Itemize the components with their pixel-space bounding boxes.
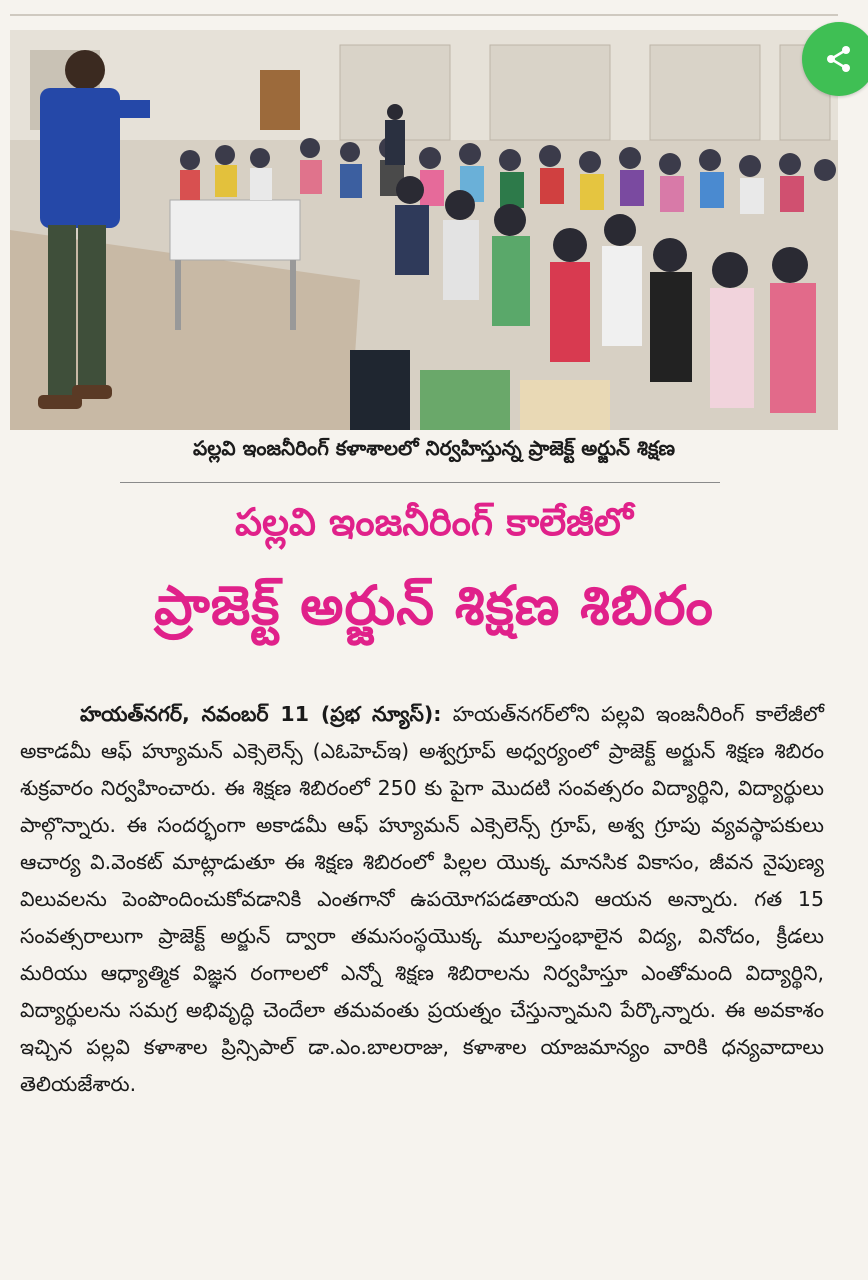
dateline: హయత్‌నగర్, నవంబర్ 11 (ప్రభ న్యూస్): [80, 702, 442, 726]
photo-caption: పల్లవి ఇంజనీరింగ్ కళాశాలలో నిర్వహిస్తున్న ప్రాజెక్ట్ అర్జున్ శిక్షణ [193, 436, 675, 460]
article-body [20, 696, 824, 1103]
headline: ప్రాజెక్ట్ అర్జున్ శిక్షణ శిబిరం [154, 574, 714, 637]
top-divider [10, 14, 838, 16]
news-photo [10, 30, 838, 430]
caption-divider [120, 482, 720, 483]
subheadline: పల్లవి ఇంజనీరింగ్ కాలేజీలో [234, 500, 634, 544]
share-icon [824, 44, 854, 74]
article-paragraph [20, 696, 824, 1103]
share-button[interactable] [802, 22, 868, 96]
article-text: హయత్‌నగర్‌లోని పల్లవి ఇంజనీరింగ్ కాలేజీలో అకాడమీ ఆఫ్ హ్యూమన్ ఎక్సెలెన్స్ (ఎఓహెచ్ఇ) అశ్వగ్రూప్ అధ్వర్యంలో ప్రాజెక్ట్ అర్జున్ శిక్షణ శిబిరం శుక్రవారం నిర్వహించారు. ఈ శిక్షణ శిబిరంలో 250 కు పైగా మొదటి సంవత్సరం విద్యార్థిని, విద్యార్థులు పాల్గొన్నారు. ఈ సందర్భంగా అకాడమీ ఆఫ్ హ్యూమన్ ఎక్సెలెన్స్ గ్రూప్, అశ్వ గ్రూపు వ్యవస్థాపకులు ఆచార్య వి.వెంకట్ మాట్లాడుతూ ఈ శిక్షణ శిబిరంలో పిల్లల యొక్క మానసిక వికాసం, జీవన నైపుణ్య విలువలను పెంపొందించుకోవడానికి ఎంతగానో ఉపయోగపడతాయని ఆయన అన్నారు. గత 15 సంవత్సరాలుగా ప్రాజెక్ట్ అర్జున్ ద్వారా తమసంస్థయొక్క మూలస్తంభాలైన విద్య, వినోదం, క్రీడలు మరియు ఆధ్యాత్మిక విజ్ఞన రంగాలలో ఎన్నో శిక్షణ శిబిరాలను నిర్వహిస్తూ ఎంతోమంది విద్యార్థిని, విద్యార్థులను సమగ్ర అభివృద్ధి చెందేలా తమవంతు ప్రయత్నం చేస్తున్నామని పేర్కొన్నారు. ఈ అవకాశం ఇచ్చిన పల్లవి కళాశాల ప్రిన్సిపాల్ డా.ఎం.బాలరాజు, కళాశాల యాజమాన్యం వారికి ధన్యవాదాలు తెలియజేశారు. [20, 702, 824, 1096]
